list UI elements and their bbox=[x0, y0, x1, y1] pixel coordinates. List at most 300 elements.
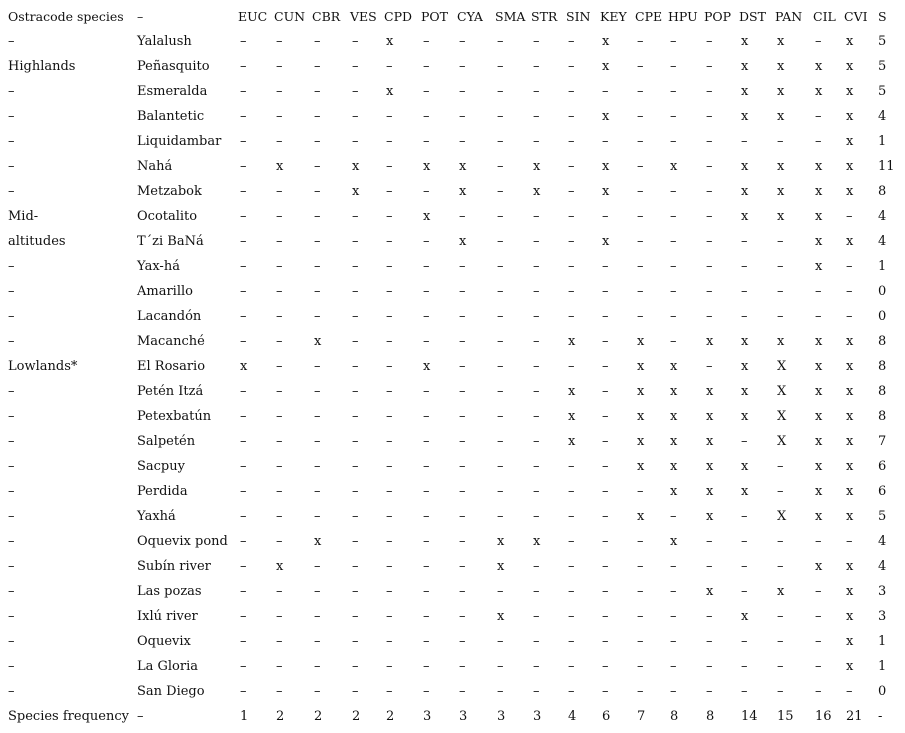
presence-cell: – bbox=[777, 259, 784, 274]
presence-cell: – bbox=[314, 284, 321, 299]
presence-cell: x bbox=[637, 409, 645, 424]
presence-cell: x bbox=[741, 84, 749, 99]
presence-cell: – bbox=[276, 459, 283, 474]
presence-cell: – bbox=[497, 384, 504, 399]
richness-total: 1 bbox=[878, 259, 887, 274]
presence-cell: x bbox=[670, 159, 678, 174]
presence-cell: x bbox=[777, 109, 785, 124]
presence-cell: x bbox=[815, 209, 823, 224]
table-row bbox=[0, 654, 905, 679]
presence-cell: – bbox=[637, 484, 644, 499]
presence-cell: – bbox=[423, 234, 430, 249]
header-species-code: SIN bbox=[566, 9, 591, 24]
presence-cell: x bbox=[602, 234, 610, 249]
presence-cell: x bbox=[276, 159, 284, 174]
presence-cell: x bbox=[741, 359, 749, 374]
presence-cell: – bbox=[602, 259, 609, 274]
site-name: Perdida bbox=[137, 484, 188, 499]
presence-cell: – bbox=[423, 259, 430, 274]
presence-cell: – bbox=[352, 609, 359, 624]
presence-cell: – bbox=[240, 284, 247, 299]
presence-cell: x bbox=[846, 334, 854, 349]
presence-cell: – bbox=[276, 209, 283, 224]
presence-cell: – bbox=[637, 259, 644, 274]
presence-cell: – bbox=[706, 59, 713, 74]
presence-cell: – bbox=[568, 634, 575, 649]
presence-cell: – bbox=[815, 534, 822, 549]
presence-cell: – bbox=[602, 334, 609, 349]
presence-cell: – bbox=[314, 134, 321, 149]
richness-total: 5 bbox=[878, 34, 887, 49]
presence-cell: – bbox=[602, 534, 609, 549]
presence-cell: – bbox=[352, 284, 359, 299]
presence-cell: – bbox=[314, 609, 321, 624]
presence-cell: – bbox=[497, 659, 504, 674]
table-row bbox=[0, 479, 905, 504]
frequency-value: 3 bbox=[533, 709, 542, 724]
presence-cell: – bbox=[386, 309, 393, 324]
presence-cell: – bbox=[240, 609, 247, 624]
presence-cell: – bbox=[459, 34, 466, 49]
table-row bbox=[0, 529, 905, 554]
presence-cell: – bbox=[741, 584, 748, 599]
region-cell: – bbox=[8, 84, 15, 99]
presence-cell: – bbox=[459, 434, 466, 449]
richness-total: 0 bbox=[878, 309, 887, 324]
presence-cell: – bbox=[314, 584, 321, 599]
region-cell: – bbox=[8, 634, 15, 649]
presence-cell: – bbox=[497, 684, 504, 699]
region-cell: – bbox=[8, 609, 15, 624]
presence-cell: – bbox=[459, 309, 466, 324]
presence-cell: x bbox=[459, 159, 467, 174]
header-species-code: SMA bbox=[495, 9, 526, 24]
presence-cell: – bbox=[352, 659, 359, 674]
presence-cell: x bbox=[459, 184, 467, 199]
richness-total: 11 bbox=[878, 159, 895, 174]
presence-cell: – bbox=[602, 634, 609, 649]
presence-cell: – bbox=[386, 409, 393, 424]
presence-cell: – bbox=[533, 634, 540, 649]
presence-cell: x bbox=[741, 334, 749, 349]
region-cell: altitudes bbox=[8, 234, 66, 249]
presence-cell: – bbox=[386, 459, 393, 474]
presence-cell: – bbox=[314, 659, 321, 674]
presence-cell: – bbox=[386, 584, 393, 599]
richness-total: 6 bbox=[878, 484, 887, 499]
header-species-code: STR bbox=[531, 9, 558, 24]
presence-cell: x bbox=[846, 84, 854, 99]
presence-cell: – bbox=[240, 109, 247, 124]
presence-cell: x bbox=[846, 609, 854, 624]
presence-cell: x bbox=[497, 534, 505, 549]
presence-cell: – bbox=[386, 209, 393, 224]
table-row bbox=[0, 29, 905, 54]
presence-cell: x bbox=[846, 484, 854, 499]
richness-total: 4 bbox=[878, 234, 887, 249]
presence-cell: – bbox=[777, 534, 784, 549]
presence-cell: – bbox=[240, 59, 247, 74]
frequency-value: 1 bbox=[240, 709, 249, 724]
presence-cell: – bbox=[314, 159, 321, 174]
presence-cell: – bbox=[314, 384, 321, 399]
presence-cell: – bbox=[276, 434, 283, 449]
presence-cell: – bbox=[533, 359, 540, 374]
presence-cell: – bbox=[777, 459, 784, 474]
presence-cell: – bbox=[386, 359, 393, 374]
presence-cell: x bbox=[815, 234, 823, 249]
presence-cell: – bbox=[602, 659, 609, 674]
presence-cell: x bbox=[815, 509, 823, 524]
presence-cell: – bbox=[423, 184, 430, 199]
presence-cell: X bbox=[777, 509, 787, 524]
presence-cell: x bbox=[706, 584, 714, 599]
site-name: T´zi BaNá bbox=[137, 234, 204, 249]
presence-cell: – bbox=[386, 609, 393, 624]
site-name: Petén Itzá bbox=[137, 384, 204, 399]
table-row bbox=[0, 354, 905, 379]
presence-cell: x bbox=[815, 259, 823, 274]
presence-cell: – bbox=[240, 409, 247, 424]
presence-cell: – bbox=[602, 284, 609, 299]
presence-cell: – bbox=[386, 184, 393, 199]
presence-cell: x bbox=[846, 184, 854, 199]
presence-cell: – bbox=[459, 259, 466, 274]
presence-cell: x bbox=[637, 434, 645, 449]
presence-cell: – bbox=[568, 59, 575, 74]
presence-cell: – bbox=[423, 634, 430, 649]
presence-cell: – bbox=[459, 109, 466, 124]
presence-cell: x bbox=[846, 234, 854, 249]
presence-cell: x bbox=[777, 584, 785, 599]
presence-cell: – bbox=[741, 534, 748, 549]
presence-cell: – bbox=[276, 84, 283, 99]
presence-cell: – bbox=[276, 309, 283, 324]
presence-cell: – bbox=[637, 59, 644, 74]
table-row bbox=[0, 254, 905, 279]
presence-cell: – bbox=[240, 259, 247, 274]
header-species-code: CUN bbox=[274, 9, 306, 24]
site-name: Balantetic bbox=[137, 109, 205, 124]
presence-cell: – bbox=[706, 634, 713, 649]
presence-cell: – bbox=[602, 459, 609, 474]
presence-cell: – bbox=[706, 159, 713, 174]
header-species-code: CVI bbox=[844, 9, 868, 24]
richness-total: 3 bbox=[878, 584, 887, 599]
presence-cell: x bbox=[815, 409, 823, 424]
site-name: Sacpuy bbox=[137, 459, 185, 474]
frequency-value: 3 bbox=[497, 709, 506, 724]
table-row bbox=[0, 579, 905, 604]
presence-cell: – bbox=[423, 34, 430, 49]
presence-cell: x bbox=[240, 359, 248, 374]
site-name: Subín river bbox=[137, 559, 211, 574]
presence-cell: – bbox=[386, 434, 393, 449]
presence-cell: X bbox=[777, 359, 787, 374]
frequency-value: 2 bbox=[276, 709, 285, 724]
presence-cell: – bbox=[352, 84, 359, 99]
presence-cell: – bbox=[602, 484, 609, 499]
region-cell: – bbox=[8, 384, 15, 399]
footer-label: Species frequency bbox=[8, 709, 129, 724]
richness-total: 5 bbox=[878, 84, 887, 99]
presence-cell: x bbox=[637, 334, 645, 349]
presence-cell: – bbox=[386, 484, 393, 499]
presence-cell: – bbox=[706, 359, 713, 374]
presence-cell: – bbox=[423, 559, 430, 574]
table-row bbox=[0, 404, 905, 429]
header-species-code: KEY bbox=[600, 9, 627, 24]
frequency-value: 16 bbox=[815, 709, 832, 724]
presence-cell: – bbox=[637, 34, 644, 49]
presence-cell: – bbox=[568, 34, 575, 49]
presence-cell: – bbox=[352, 34, 359, 49]
presence-cell: – bbox=[741, 234, 748, 249]
presence-cell: x bbox=[741, 384, 749, 399]
presence-cell: x bbox=[846, 459, 854, 474]
presence-cell: – bbox=[459, 284, 466, 299]
presence-cell: – bbox=[386, 509, 393, 524]
presence-cell: x bbox=[602, 109, 610, 124]
table-row bbox=[0, 504, 905, 529]
presence-cell: – bbox=[240, 334, 247, 349]
presence-cell: – bbox=[533, 384, 540, 399]
presence-cell: – bbox=[497, 584, 504, 599]
presence-cell: – bbox=[602, 209, 609, 224]
presence-cell: x bbox=[497, 559, 505, 574]
presence-cell: x bbox=[741, 109, 749, 124]
presence-cell: – bbox=[815, 309, 822, 324]
presence-cell: – bbox=[386, 134, 393, 149]
presence-cell: – bbox=[386, 659, 393, 674]
header-species-code: PAN bbox=[775, 9, 803, 24]
site-name: Ixlú river bbox=[137, 609, 198, 624]
presence-cell: – bbox=[568, 209, 575, 224]
presence-cell: – bbox=[777, 234, 784, 249]
frequency-value: 6 bbox=[602, 709, 611, 724]
richness-total: 3 bbox=[878, 609, 887, 624]
presence-cell: – bbox=[706, 609, 713, 624]
presence-cell: x bbox=[815, 359, 823, 374]
presence-cell: – bbox=[637, 659, 644, 674]
presence-cell: – bbox=[240, 184, 247, 199]
presence-cell: – bbox=[533, 559, 540, 574]
header-species-code: VES bbox=[350, 9, 377, 24]
presence-cell: – bbox=[533, 259, 540, 274]
site-name: Liquidambar bbox=[137, 134, 222, 149]
region-cell: – bbox=[8, 534, 15, 549]
presence-cell: – bbox=[314, 359, 321, 374]
presence-cell: x bbox=[777, 159, 785, 174]
region-cell: – bbox=[8, 159, 15, 174]
site-name: Esmeralda bbox=[137, 84, 208, 99]
presence-cell: – bbox=[637, 134, 644, 149]
presence-cell: – bbox=[276, 184, 283, 199]
presence-cell: – bbox=[314, 484, 321, 499]
presence-cell: x bbox=[497, 609, 505, 624]
richness-total: 1 bbox=[878, 134, 887, 149]
presence-cell: – bbox=[240, 309, 247, 324]
species-frequency-row bbox=[0, 704, 905, 729]
site-name: Oquevix bbox=[137, 634, 191, 649]
presence-cell: x bbox=[846, 384, 854, 399]
presence-cell: – bbox=[459, 509, 466, 524]
presence-cell: – bbox=[815, 659, 822, 674]
presence-cell: – bbox=[777, 659, 784, 674]
presence-cell: – bbox=[670, 259, 677, 274]
presence-cell: – bbox=[240, 159, 247, 174]
presence-cell: – bbox=[459, 359, 466, 374]
region-cell: – bbox=[8, 134, 15, 149]
frequency-value: 3 bbox=[423, 709, 432, 724]
presence-cell: – bbox=[815, 634, 822, 649]
presence-cell: – bbox=[459, 484, 466, 499]
presence-cell: – bbox=[386, 384, 393, 399]
presence-cell: – bbox=[423, 334, 430, 349]
richness-total: 4 bbox=[878, 109, 887, 124]
presence-cell: – bbox=[386, 559, 393, 574]
header-species-code: DST bbox=[739, 9, 766, 24]
presence-cell: – bbox=[706, 234, 713, 249]
presence-cell: – bbox=[497, 484, 504, 499]
presence-cell: x bbox=[815, 434, 823, 449]
presence-cell: – bbox=[568, 234, 575, 249]
presence-cell: x bbox=[706, 334, 714, 349]
presence-cell: – bbox=[352, 259, 359, 274]
presence-cell: x bbox=[314, 534, 322, 549]
presence-cell: – bbox=[741, 434, 748, 449]
presence-cell: – bbox=[352, 309, 359, 324]
presence-cell: – bbox=[637, 159, 644, 174]
presence-cell: – bbox=[386, 634, 393, 649]
presence-cell: – bbox=[386, 684, 393, 699]
site-name: La Gloria bbox=[137, 659, 199, 674]
region-cell: – bbox=[8, 284, 15, 299]
presence-cell: – bbox=[423, 659, 430, 674]
presence-cell: – bbox=[276, 259, 283, 274]
presence-cell: – bbox=[568, 609, 575, 624]
presence-cell: – bbox=[706, 109, 713, 124]
presence-cell: – bbox=[815, 34, 822, 49]
presence-cell: – bbox=[352, 384, 359, 399]
presence-cell: – bbox=[459, 684, 466, 699]
presence-cell: – bbox=[352, 209, 359, 224]
presence-cell: – bbox=[533, 484, 540, 499]
presence-cell: – bbox=[568, 459, 575, 474]
region-cell: – bbox=[8, 459, 15, 474]
richness-total: 8 bbox=[878, 334, 887, 349]
header-total-label: S bbox=[878, 9, 887, 24]
presence-cell: – bbox=[741, 559, 748, 574]
presence-cell: x bbox=[846, 584, 854, 599]
presence-cell: x bbox=[846, 109, 854, 124]
region-cell: – bbox=[8, 659, 15, 674]
site-name: Las pozas bbox=[137, 584, 202, 599]
region-cell: – bbox=[8, 409, 15, 424]
presence-cell: – bbox=[314, 184, 321, 199]
presence-cell: – bbox=[276, 409, 283, 424]
presence-cell: – bbox=[846, 534, 853, 549]
presence-cell: – bbox=[497, 359, 504, 374]
site-name: Nahá bbox=[137, 159, 173, 174]
presence-cell: x bbox=[777, 334, 785, 349]
table-row bbox=[0, 129, 905, 154]
presence-cell: – bbox=[637, 84, 644, 99]
presence-cell: – bbox=[276, 684, 283, 699]
presence-cell: – bbox=[352, 334, 359, 349]
presence-cell: – bbox=[314, 309, 321, 324]
presence-cell: x bbox=[815, 459, 823, 474]
presence-cell: – bbox=[423, 284, 430, 299]
presence-cell: x bbox=[637, 359, 645, 374]
presence-cell: – bbox=[637, 634, 644, 649]
presence-cell: – bbox=[706, 284, 713, 299]
presence-cell: – bbox=[497, 59, 504, 74]
table-row bbox=[0, 454, 905, 479]
presence-cell: – bbox=[459, 659, 466, 674]
richness-total: 7 bbox=[878, 434, 887, 449]
frequency-value: 8 bbox=[706, 709, 715, 724]
site-name: Lacandón bbox=[137, 309, 202, 324]
presence-cell: x bbox=[637, 459, 645, 474]
presence-cell: – bbox=[352, 584, 359, 599]
presence-cell: – bbox=[533, 234, 540, 249]
presence-cell: x bbox=[846, 559, 854, 574]
presence-cell: – bbox=[276, 59, 283, 74]
region-cell: – bbox=[8, 484, 15, 499]
footer-site: – bbox=[137, 709, 144, 724]
richness-total: 4 bbox=[878, 209, 887, 224]
presence-cell: – bbox=[352, 634, 359, 649]
presence-cell: – bbox=[314, 59, 321, 74]
presence-cell: – bbox=[533, 659, 540, 674]
presence-cell: – bbox=[670, 209, 677, 224]
presence-cell: – bbox=[568, 584, 575, 599]
presence-cell: – bbox=[314, 459, 321, 474]
table-row bbox=[0, 304, 905, 329]
presence-cell: – bbox=[459, 634, 466, 649]
region-cell: Lowlands* bbox=[8, 359, 78, 374]
presence-cell: x bbox=[741, 609, 749, 624]
presence-cell: – bbox=[352, 684, 359, 699]
presence-cell: x bbox=[568, 409, 576, 424]
presence-cell: – bbox=[497, 284, 504, 299]
presence-cell: – bbox=[497, 184, 504, 199]
presence-cell: – bbox=[276, 234, 283, 249]
richness-total: 4 bbox=[878, 559, 887, 574]
presence-cell: x bbox=[670, 534, 678, 549]
presence-cell: – bbox=[706, 259, 713, 274]
table-row bbox=[0, 679, 905, 704]
presence-cell: – bbox=[386, 284, 393, 299]
presence-cell: – bbox=[602, 409, 609, 424]
richness-total: 8 bbox=[878, 359, 887, 374]
site-name: Amarillo bbox=[137, 284, 193, 299]
presence-cell: – bbox=[637, 109, 644, 124]
richness-total: 8 bbox=[878, 409, 887, 424]
presence-cell: – bbox=[423, 59, 430, 74]
presence-cell: – bbox=[637, 209, 644, 224]
presence-cell: x bbox=[846, 509, 854, 524]
presence-cell: – bbox=[706, 184, 713, 199]
richness-total: 1 bbox=[878, 634, 887, 649]
table-row bbox=[0, 279, 905, 304]
presence-cell: x bbox=[533, 534, 541, 549]
presence-cell: x bbox=[423, 159, 431, 174]
presence-cell: x bbox=[815, 184, 823, 199]
presence-cell: – bbox=[352, 359, 359, 374]
presence-cell: – bbox=[276, 384, 283, 399]
